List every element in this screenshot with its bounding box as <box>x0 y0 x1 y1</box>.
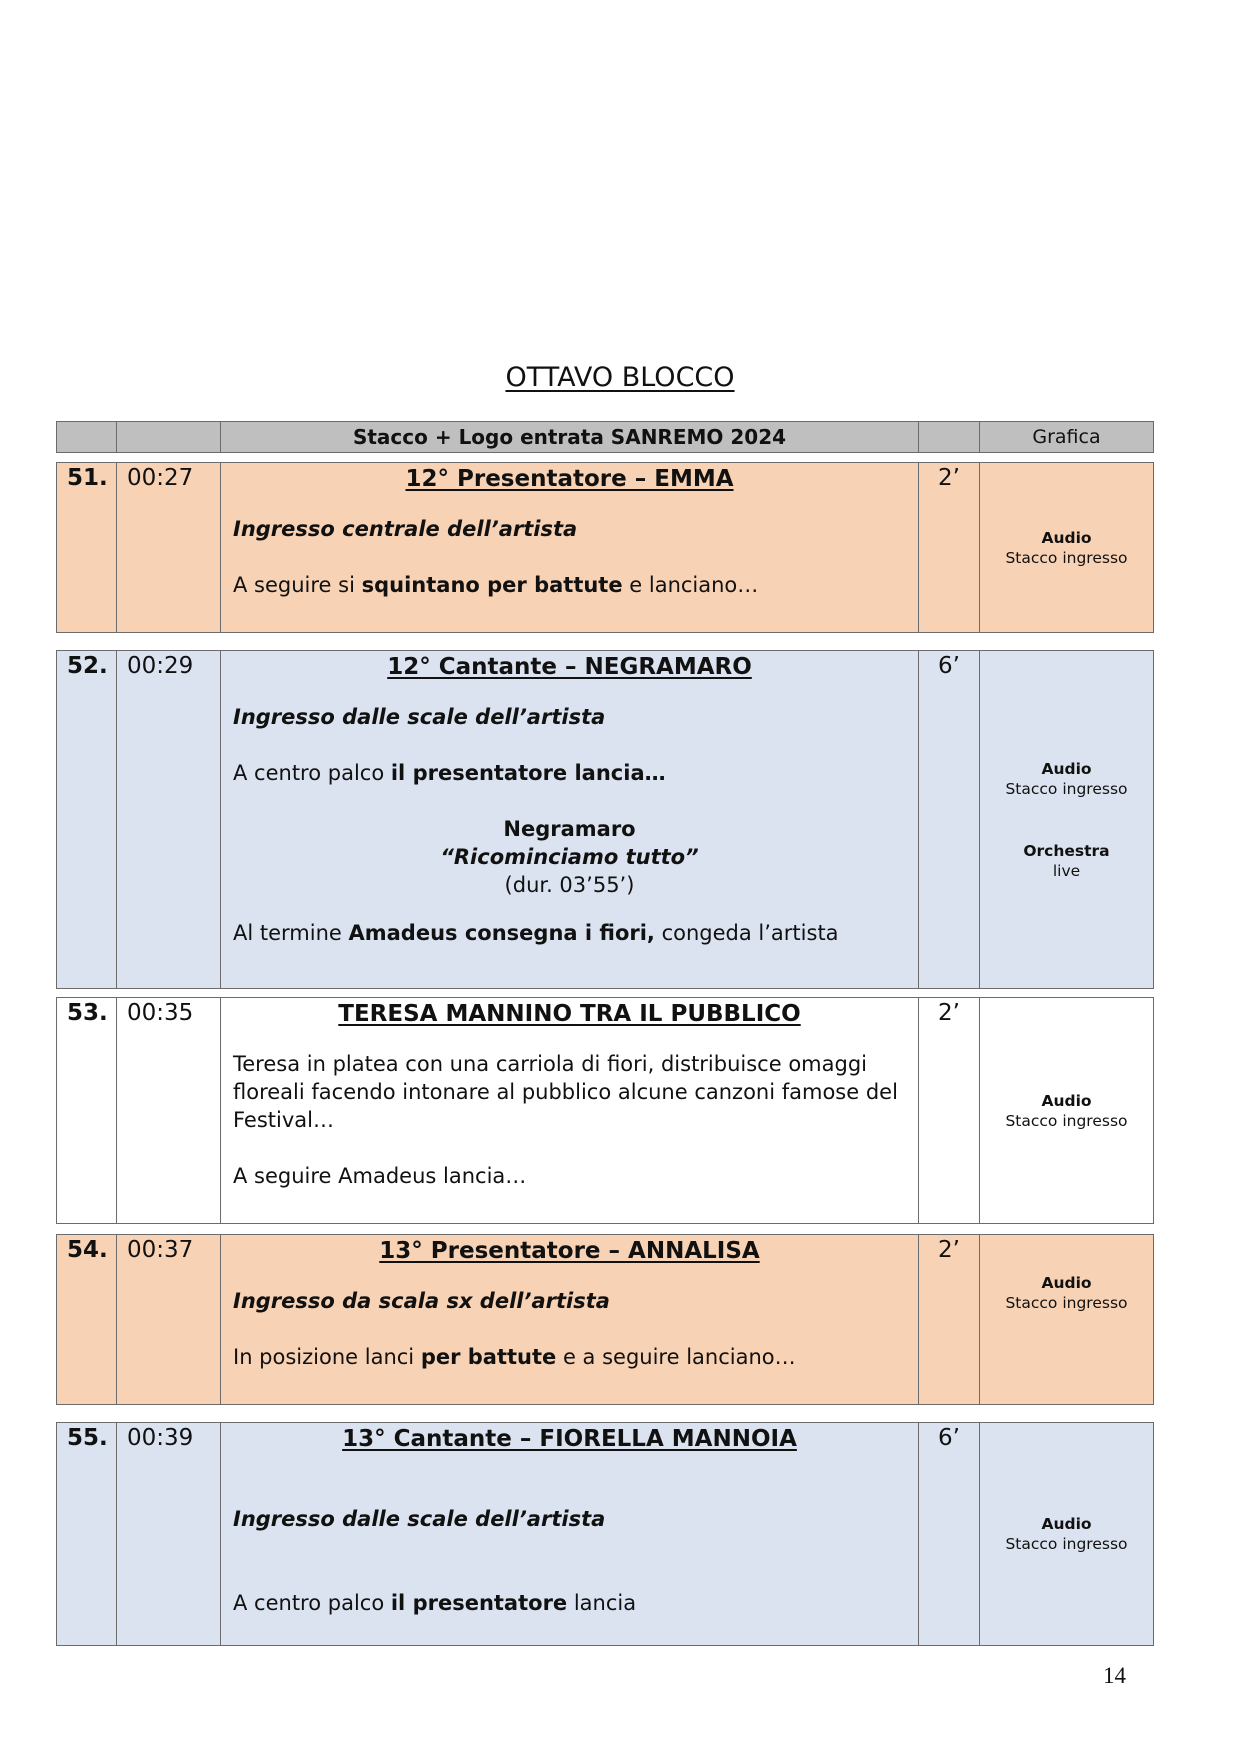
cue-text: e lanciano… <box>622 573 759 597</box>
header-table <box>56 421 1154 453</box>
cue-text: lancia <box>567 1591 637 1615</box>
graphics-label: Audio <box>1041 1273 1092 1292</box>
rundown-item-54 <box>56 1234 1154 1405</box>
graphics-value: Stacco ingresso <box>1005 1111 1128 1130</box>
cue-bold-text: il presentatore lancia… <box>390 761 666 785</box>
graphics-block <box>980 1273 1153 1313</box>
graphics-block <box>980 759 1153 799</box>
graphics-label: Audio <box>1041 1515 1092 1533</box>
cue-text: congeda l’artista <box>654 921 839 945</box>
rundown-item-55 <box>56 1422 1154 1646</box>
item-duration: 2’ <box>919 463 980 633</box>
song-title: “Ricominciamo tutto” <box>440 845 699 869</box>
item-heading: 13° Presentatore – ANNALISA <box>379 1238 760 1264</box>
item-time: 00:35 <box>117 998 221 1224</box>
item-entry-note: Ingresso dalle scale dell’artista <box>233 705 606 729</box>
item-number: 52. <box>57 651 117 989</box>
rundown-item-53 <box>56 997 1154 1224</box>
table-row <box>57 651 1154 989</box>
graphics-block <box>980 528 1153 568</box>
header-time-cell <box>117 422 221 453</box>
header-graphics: Grafica <box>980 422 1154 453</box>
item-entry-note: Ingresso dalle scale dell’artista <box>233 1507 606 1531</box>
item-duration: 2’ <box>919 998 980 1224</box>
item-body: Teresa in platea con una carriola di fiori, distribuisce omaggi floreali facendo intonare al pubblico alcune canzoni famose del Festival… <box>233 1052 898 1132</box>
rundown-item-52 <box>56 650 1154 989</box>
item-description <box>221 463 919 633</box>
item-description <box>221 998 919 1224</box>
page-number: 14 <box>1103 1663 1126 1688</box>
item-duration: 6’ <box>919 1423 980 1646</box>
item-heading: 12° Presentatore – EMMA <box>405 466 734 492</box>
item-number: 53. <box>57 998 117 1224</box>
graphics-label: Audio <box>1041 1091 1092 1110</box>
item-description <box>221 1235 919 1405</box>
graphics-value: live <box>1052 861 1081 880</box>
song-info <box>233 815 906 899</box>
item-number: 55. <box>57 1423 117 1646</box>
item-number: 54. <box>57 1235 117 1405</box>
item-cue-line <box>233 571 906 599</box>
cue-bold-text: Amadeus consegna i fiori, <box>348 921 655 945</box>
graphics-value: Stacco ingresso <box>1005 548 1128 567</box>
table-row <box>57 1423 1154 1646</box>
item-closing-line <box>233 919 906 947</box>
item-heading: 13° Cantante – FIORELLA MANNOIA <box>342 1426 797 1452</box>
rundown-item-51 <box>56 462 1154 633</box>
cue-text: e a seguire lanciano… <box>556 1345 796 1369</box>
graphics-label: Audio <box>1041 759 1092 778</box>
header-description: Stacco + Logo entrata SANREMO 2024 <box>221 422 919 453</box>
graphics-block <box>980 841 1153 881</box>
item-time: 00:37 <box>117 1235 221 1405</box>
item-entry-note: Ingresso da scala sx dell’artista <box>233 1289 610 1313</box>
item-time: 00:27 <box>117 463 221 633</box>
item-heading: 12° Cantante – NEGRAMARO <box>387 654 752 680</box>
item-heading: TERESA MANNINO TRA IL PUBBLICO <box>338 1001 801 1027</box>
item-time: 00:39 <box>117 1423 221 1646</box>
header-duration-cell <box>919 422 980 453</box>
graphics-label: Audio <box>1041 528 1092 547</box>
table-row <box>57 998 1154 1224</box>
header-num-cell <box>57 422 117 453</box>
block-title: OTTAVO BLOCCO <box>505 362 735 393</box>
item-graphics <box>980 463 1154 633</box>
cue-text: Al termine <box>233 921 349 945</box>
cue-bold-text: per battute <box>420 1345 557 1369</box>
cue-text: In posizione lanci <box>233 1345 421 1369</box>
item-cue-line <box>233 759 906 787</box>
song-duration: (dur. 03’55’) <box>504 873 635 897</box>
item-time: 00:29 <box>117 651 221 989</box>
graphics-block <box>980 1514 1153 1554</box>
header-row <box>57 422 1154 453</box>
item-graphics <box>980 651 1154 989</box>
graphics-value: Stacco ingresso <box>1005 1535 1128 1553</box>
item-graphics <box>980 1423 1154 1646</box>
item-description <box>221 1423 919 1646</box>
cue-text: A centro palco <box>233 1591 391 1615</box>
item-duration: 6’ <box>919 651 980 989</box>
cue-text: A seguire si <box>233 573 362 597</box>
item-entry-note: Ingresso centrale dell’artista <box>233 517 578 541</box>
item-duration: 2’ <box>919 1235 980 1405</box>
table-row <box>57 1235 1154 1405</box>
graphics-value: Stacco ingresso <box>1005 1293 1128 1312</box>
graphics-block <box>980 1091 1153 1131</box>
graphics-value: Stacco ingresso <box>1005 779 1128 798</box>
cue-bold-text: il presentatore <box>390 1591 568 1615</box>
song-artist: Negramaro <box>503 817 636 841</box>
table-row <box>57 463 1154 633</box>
cue-bold-text: squintano per battute <box>361 573 623 597</box>
item-cue-line <box>233 1589 906 1617</box>
item-cue-line <box>233 1343 906 1371</box>
item-description <box>221 651 919 989</box>
item-number: 51. <box>57 463 117 633</box>
item-graphics <box>980 1235 1154 1405</box>
item-graphics <box>980 998 1154 1224</box>
cue-text: A centro palco <box>233 761 391 785</box>
graphics-label: Orchestra <box>1023 841 1110 860</box>
item-closing-line: A seguire Amadeus lancia… <box>233 1164 527 1188</box>
